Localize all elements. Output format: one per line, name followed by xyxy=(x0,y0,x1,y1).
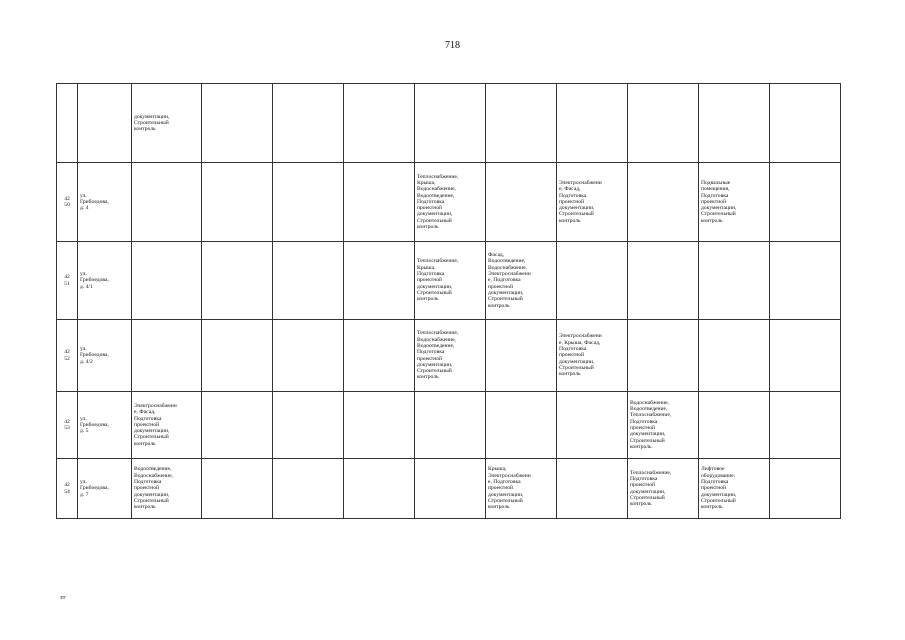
work-cell xyxy=(699,392,770,459)
row-number xyxy=(57,84,78,163)
table-row xyxy=(57,163,841,242)
work-cell xyxy=(557,459,628,519)
work-cell xyxy=(628,320,699,392)
works-table xyxy=(56,83,841,519)
work-cell xyxy=(273,163,344,242)
work-cell: Теплоснабжение, Крыша, Подготовка проектной документации, Строительный контроль xyxy=(415,242,486,320)
work-cell: Электроснабжени е, Фасад, Подготовка проектной документации, Строительный контроль xyxy=(132,392,202,459)
work-cell xyxy=(273,242,344,320)
work-cell xyxy=(770,459,841,519)
row-number: 42 51 xyxy=(57,242,78,320)
work-cell xyxy=(628,84,699,163)
footer-mark: зт xyxy=(60,594,66,601)
work-cell xyxy=(415,392,486,459)
work-cell xyxy=(202,242,273,320)
work-cell xyxy=(628,242,699,320)
address-cell: ул. Грибоедова, д. 4 xyxy=(78,163,132,242)
work-cell xyxy=(273,392,344,459)
work-cell xyxy=(273,459,344,519)
work-cell xyxy=(770,392,841,459)
work-cell xyxy=(344,242,415,320)
page-number: 718 xyxy=(445,40,460,51)
row-number: 42 53 xyxy=(57,392,78,459)
work-cell xyxy=(273,84,344,163)
work-cell xyxy=(273,320,344,392)
work-cell: Лифтовое оборудование, Подготовка проектной документации, Строительный контроль xyxy=(699,459,770,519)
address-cell: ул. Грибоедова, д. 5 xyxy=(78,392,132,459)
work-cell xyxy=(202,163,273,242)
table-row xyxy=(57,320,841,392)
work-cell xyxy=(486,84,557,163)
work-cell xyxy=(202,459,273,519)
address-cell xyxy=(78,84,132,163)
table-row xyxy=(57,84,841,163)
work-cell xyxy=(132,163,202,242)
work-cell xyxy=(770,163,841,242)
work-cell: Теплоснабжение, Крыша, Водоснабжение, Водоотведение, Подготовка проектной документации, Строительный контроль xyxy=(415,163,486,242)
work-cell xyxy=(344,320,415,392)
work-cell xyxy=(202,320,273,392)
work-cell xyxy=(344,392,415,459)
work-cell xyxy=(415,84,486,163)
work-cell xyxy=(770,84,841,163)
work-cell xyxy=(344,163,415,242)
address-cell: ул. Грибоедова, д. 4/1 xyxy=(78,242,132,320)
work-cell xyxy=(699,242,770,320)
table-row xyxy=(57,242,841,320)
work-cell xyxy=(415,459,486,519)
table-row xyxy=(57,392,841,459)
work-cell xyxy=(557,242,628,320)
work-cell xyxy=(202,84,273,163)
work-cell: Водоотведение, Водоснабжение, Подготовка проектной документации, Строительный контроль xyxy=(132,459,202,519)
work-cell: Теплоснабжение, Подготовка проектной документации, Строительный контроль xyxy=(628,459,699,519)
table-row xyxy=(57,459,841,519)
work-cell: Водоснабжение, Водоотведение, Теплоснабжение, Подготовка проектной документации, Строительный контроль xyxy=(628,392,699,459)
address-cell: ул. Грибоедова, д. 7 xyxy=(78,459,132,519)
work-cell: Электроснабжени е, Крыша, Фасад, Подготовка проектной документации, Строительный контроль xyxy=(557,320,628,392)
work-cell xyxy=(202,392,273,459)
work-cell xyxy=(486,392,557,459)
work-cell xyxy=(770,320,841,392)
work-cell: Фасад, Водоотведение, Водоснабжение, Электроснабжени е, Подготовка проектной документации, Строительный контроль xyxy=(486,242,557,320)
work-cell xyxy=(486,163,557,242)
work-cell xyxy=(557,392,628,459)
row-number: 42 50 xyxy=(57,163,78,242)
work-cell: Крыша, Электроснабжени е, Подготовка проектной документации, Строительный контроль xyxy=(486,459,557,519)
work-cell xyxy=(557,84,628,163)
work-cell xyxy=(486,320,557,392)
work-cell xyxy=(770,242,841,320)
row-number: 42 54 xyxy=(57,459,78,519)
work-cell xyxy=(344,84,415,163)
address-cell: ул. Грибоедова, д. 4/2 xyxy=(78,320,132,392)
work-cell xyxy=(699,84,770,163)
work-cell: документации, Строительный контроль xyxy=(132,84,202,163)
work-cell xyxy=(132,242,202,320)
work-cell: Электроснабжени е, Фасад, Подготовка проектной документации, Строительный контроль xyxy=(557,163,628,242)
work-cell xyxy=(699,320,770,392)
work-cell xyxy=(344,459,415,519)
work-cell: Теплоснабжение, Водоснабжение, Водоотведение, Подготовка проектной документации, Строительный контроль xyxy=(415,320,486,392)
row-number: 42 52 xyxy=(57,320,78,392)
work-cell xyxy=(628,163,699,242)
work-cell: Подвальные помещения, Подготовка проектной документации, Строительный контроль xyxy=(699,163,770,242)
work-cell xyxy=(132,320,202,392)
